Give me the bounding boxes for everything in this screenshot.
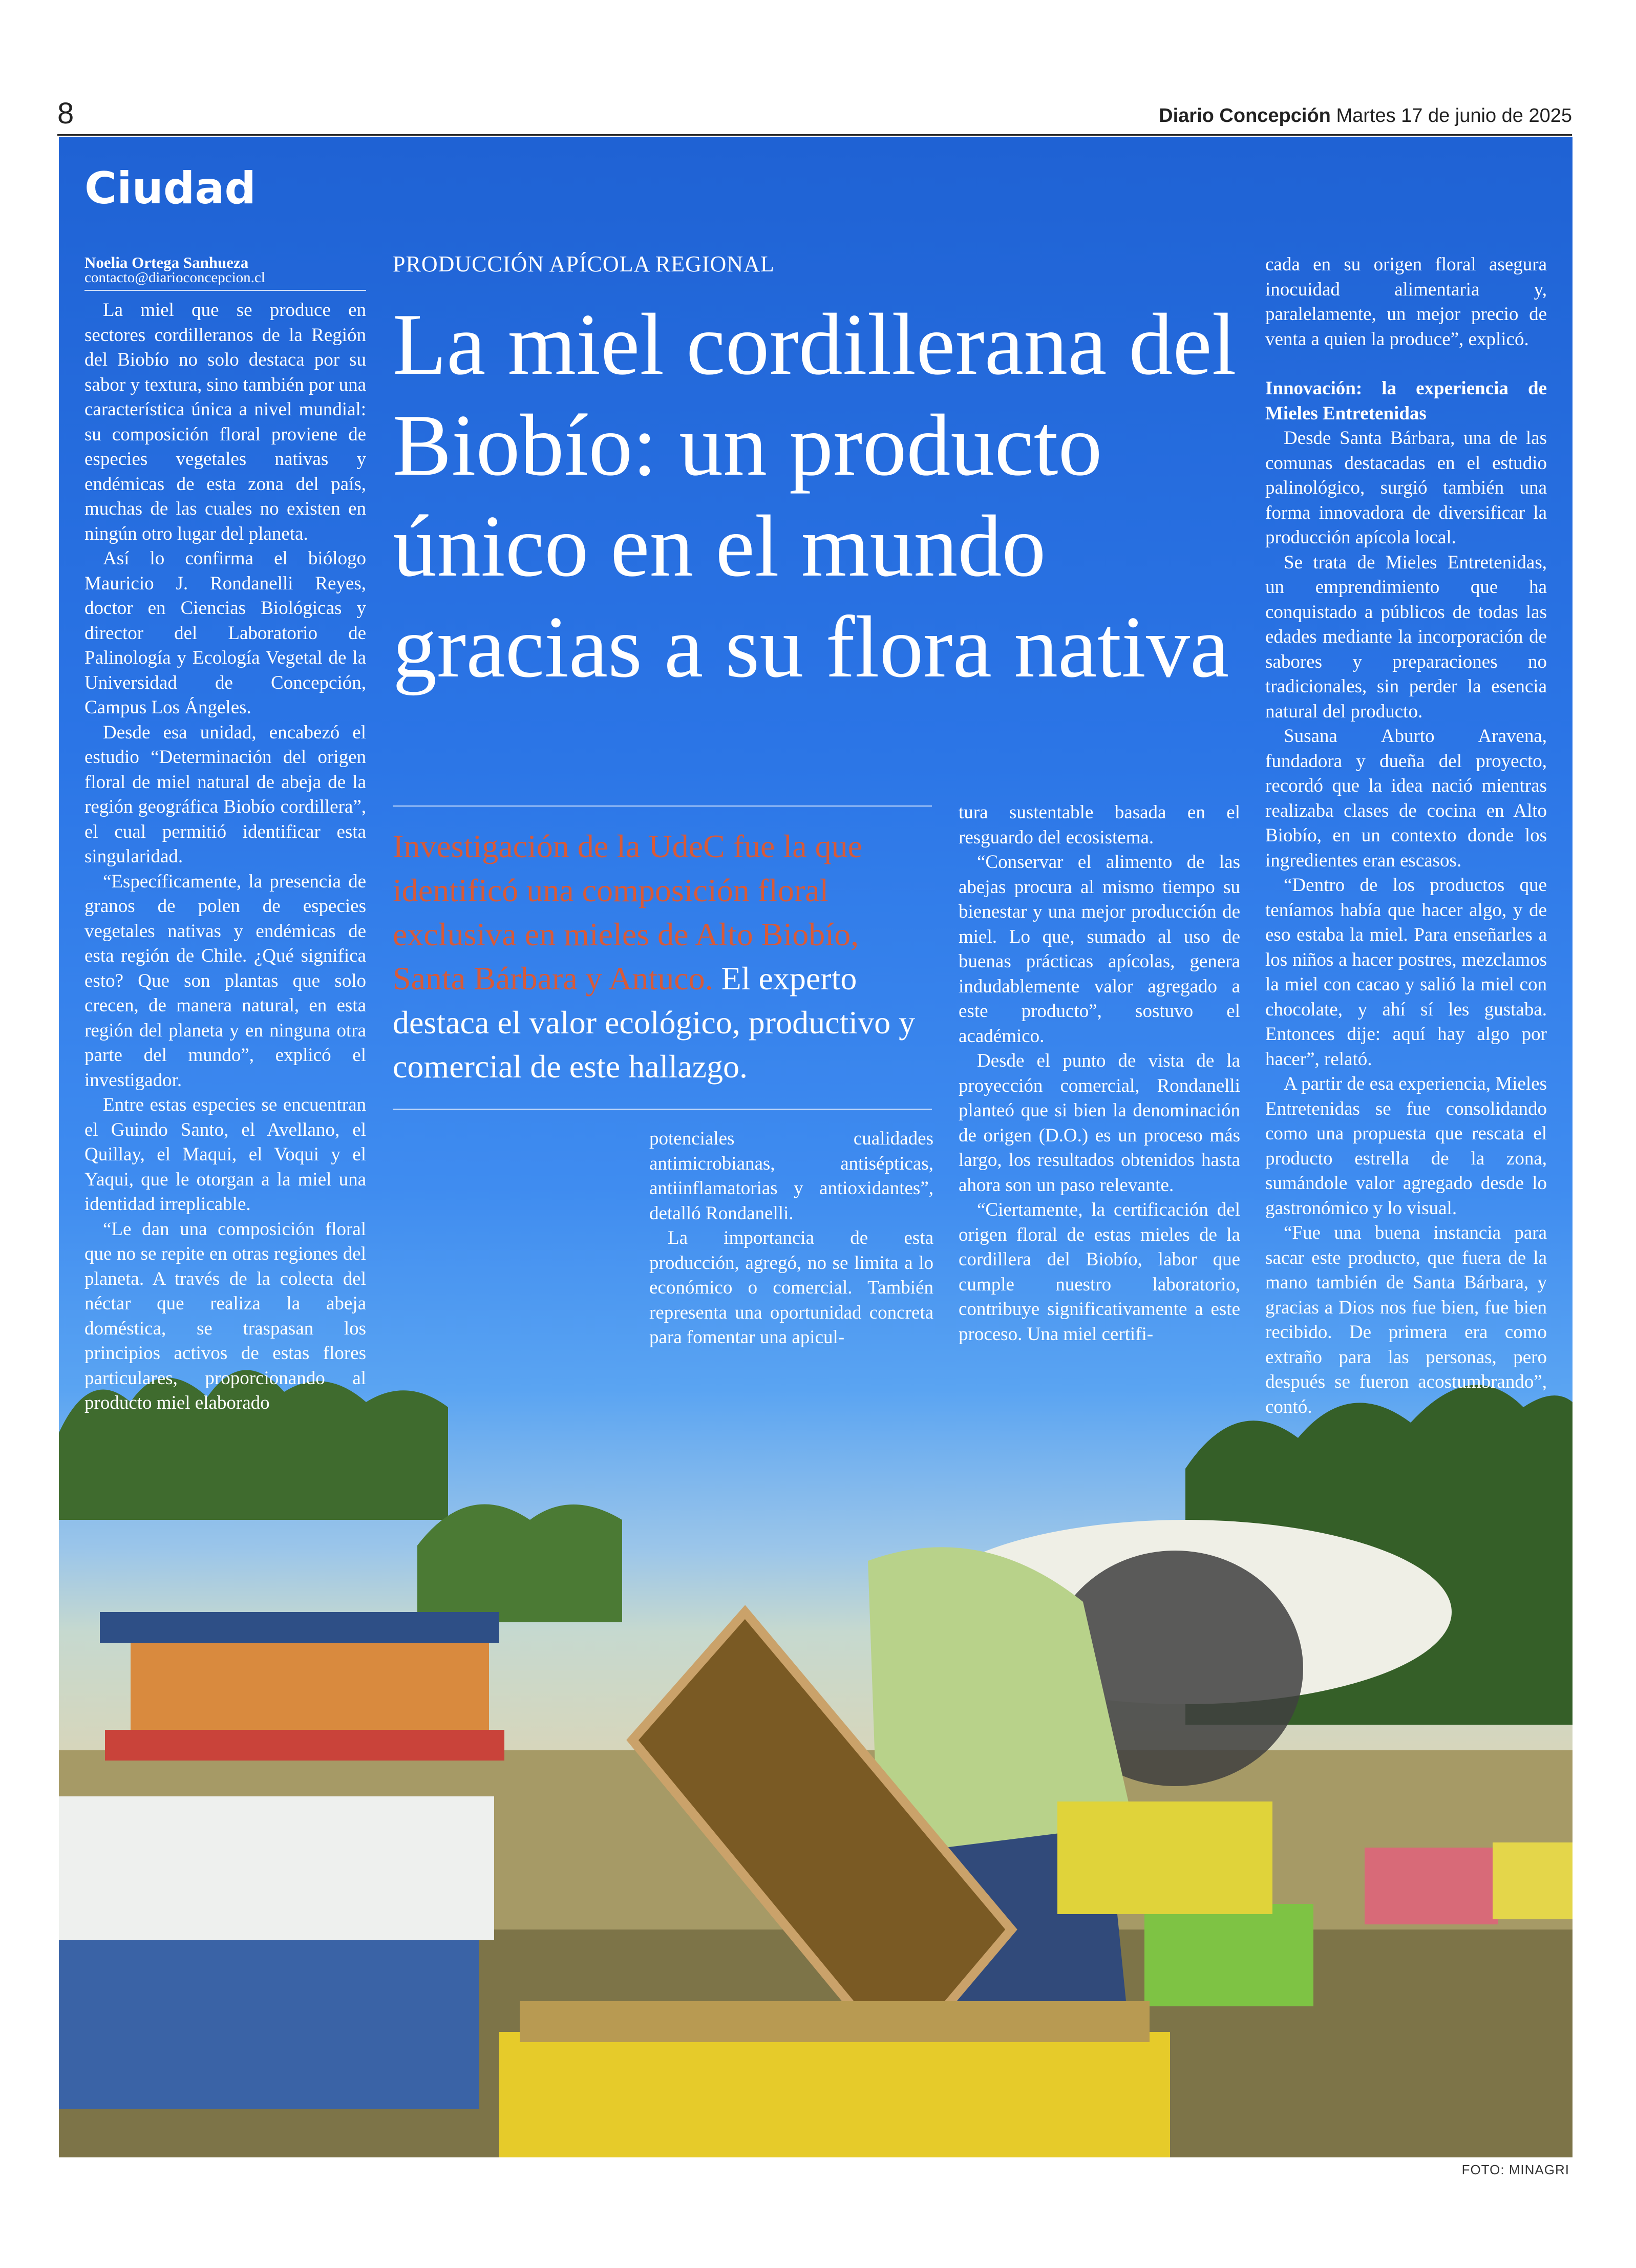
column-3 — [649, 1127, 933, 1350]
hive-white — [59, 1796, 494, 1940]
paragraph: “Le dan una composición floral que no se repite en otras regiones del planeta. A través de la colecta del néctar que realiza la abeja doméstica, se traspasan los principios activos de estas flores particulares, proporcionando al producto miel elaborado — [84, 1218, 366, 1413]
hive-orange — [131, 1643, 489, 1730]
paragraph: Se trata de Mieles Entretenidas, un emprendimiento que ha conquistado a públicos de todas las edades mediante la incorporación de sabores y preparaciones no tradicionales, sin perder la esencia natural del producto. — [1265, 552, 1547, 722]
byline-name: Noelia Ortega Sanhueza — [84, 253, 249, 271]
hive-blue — [59, 1940, 479, 2109]
column-4 — [959, 800, 1240, 1347]
paragraph: A partir de esa experiencia, Mieles Entretenidas se fue consolidando como una propuesta que rescata el producto estrella de la zona, sumándole valor agregado desde lo gastronómico y lo visual. — [1265, 1073, 1547, 1219]
hive-yellow-far — [1493, 1842, 1573, 1919]
hive-green — [1144, 1904, 1313, 2006]
paragraph: tura sustentable basada en el resguardo del ecosistema. — [959, 802, 1240, 848]
paragraph: La miel que se produce en sectores cordilleranos de la Región del Biobío no solo destaca por su sabor y textura, sino también por una característica única a nivel mundial: su composición floral proviene de especies vegetales nativas y endémicas de esta zona del país, muchas de las cuales no existen en ningún otro lugar del planeta. — [84, 300, 366, 544]
deck-rest: El experto destaca el valor ecológico, productivo y comercial de este hallazgo. — [393, 960, 916, 1085]
deck-rule-bottom — [393, 1109, 932, 1110]
paragraph: Desde Santa Bárbara, una de las comunas destacadas en el estudio palinológico, surgió también una forma innovadora de diversificar la producción apícola local. — [1265, 428, 1547, 548]
header-rule — [57, 134, 1572, 136]
column-5 — [1265, 252, 1547, 1419]
page-number: 8 — [57, 97, 74, 130]
paragraph: Así lo confirma el biólogo Mauricio J. Rondanelli Reyes, doctor en Ciencias Biológicas y director del Laboratorio de Palinología y Ecología Vegetal de la Universidad de Concepción, Campus Los Ángeles. — [84, 548, 366, 718]
paragraph: “Ciertamente, la certificación del origen floral de estas mieles de la cordillera del Biobío, labor que cumple nuestro laboratorio, contribuye significativamente a este proceso. Una miel certifi- — [959, 1199, 1240, 1345]
paragraph: “Conservar el alimento de las abejas procura al mismo tiempo su bienestar y una mejor producción de miel. Lo que, sumado al uso de buenas prácticas apícolas, genera indudablemente valor agregado a este producto”, sostuvo el académico. — [959, 852, 1240, 1047]
tree-line-mid — [417, 1504, 622, 1622]
dateline — [1159, 105, 1572, 127]
paragraph: potenciales cualidades antimicrobianas, antisépticas, antiinflamatorias y antioxidantes”, detalló Rondanelli. — [649, 1128, 933, 1224]
deck-highlight: Investigación de la UdeC fue la que identificó una composición floral exclusiva en mieles de Alto Biobío, Santa Bárbara y Antuco. — [393, 828, 862, 997]
headline: La miel cordillerana del Biobío: un producto único en el mundo gracias a su flora nativa — [393, 296, 1237, 696]
paragraph: “Dentro de los productos que teníamos había que hacer algo, y de eso estaba la miel. Para enseñarles a los niños a hacer postres, mezclamos la miel con cacao y salió la miel con chocolate, y ahí sí les gustaba. Entonces dije: aquí hay algo por hacer”, relató. — [1265, 875, 1547, 1070]
byline-email: contacto@diarioconcepcion.cl — [84, 269, 265, 286]
hive-frames — [520, 2001, 1150, 2042]
section-title: Ciudad — [84, 163, 256, 214]
deck — [393, 824, 932, 1089]
paragraph: “Fue una buena instancia para sacar este producto, que fuera de la mano también de Santa Bárbara, y gracias a Dios nos fue bien, fue bien recibido. De primera era como extraño para las personas, pero después se fueron acostumbrando”, contó. — [1265, 1222, 1547, 1417]
paragraph: “Específicamente, la presencia de granos de polen de especies vegetales nativas y endémicas de esta región de Chile. ¿Qué significa esto? Que son plantas que solo crecen, de manera natural, en esta región del planeta y en ninguna otra parte del mundo”, explicó el investigador. — [84, 871, 366, 1091]
column-1 — [84, 298, 366, 1416]
hive-roof — [100, 1612, 499, 1643]
byline-rule — [84, 290, 366, 291]
hive-pink — [1365, 1848, 1498, 1924]
hive-red — [105, 1730, 504, 1761]
paragraph: La importancia de esta producción, agregó, no se limita a lo económico o comercial. También representa una oportunidad concreta para fomentar una apicul- — [649, 1227, 933, 1348]
paragraph: Desde esa unidad, encabezó el estudio “Determinación del origen floral de miel natural de abeja de la región geográfica Biobío cordillera”, el cual permitió identificar esta singularidad. — [84, 722, 366, 867]
issue-date: Martes 17 de junio de 2025 — [1336, 105, 1572, 126]
paragraph: cada en su origen floral asegura inocuidad alimentaria y, paralelamente, un mejor precio de venta a quien la produce”, explicó. — [1265, 254, 1547, 350]
photo-credit: FOTO: MINAGRI — [1461, 2162, 1569, 2177]
kicker: PRODUCCIÓN APÍCOLA REGIONAL — [393, 251, 775, 277]
paragraph: Susana Aburto Aravena, fundadora y dueña del proyecto, recordó que la idea nació mientras realizaba clases de cocina en Alto Biobío, en un contexto donde los ingredientes eran escasos. — [1265, 726, 1547, 871]
hive-yellow-right — [1057, 1801, 1272, 1914]
hive-yellow-front — [499, 2032, 1170, 2157]
deck-rule-top — [393, 806, 932, 807]
subheading: Innovación: la experiencia de Mieles Entretenidas — [1265, 378, 1547, 424]
paragraph: Entre estas especies se encuentran el Guindo Santo, el Avellano, el Quillay, el Maqui, el Voqui y el Yaqui, que le otorgan a la miel una identidad irreplicable. — [84, 1094, 366, 1215]
paragraph: Desde el punto de vista de la proyección comercial, Rondanelli planteó que si bien la denominación de origen (D.O.) es un proceso más largo, los resultados obtenidos hasta ahora son un paso relevante. — [959, 1050, 1240, 1196]
newspaper-name: Diario Concepción — [1159, 105, 1331, 126]
